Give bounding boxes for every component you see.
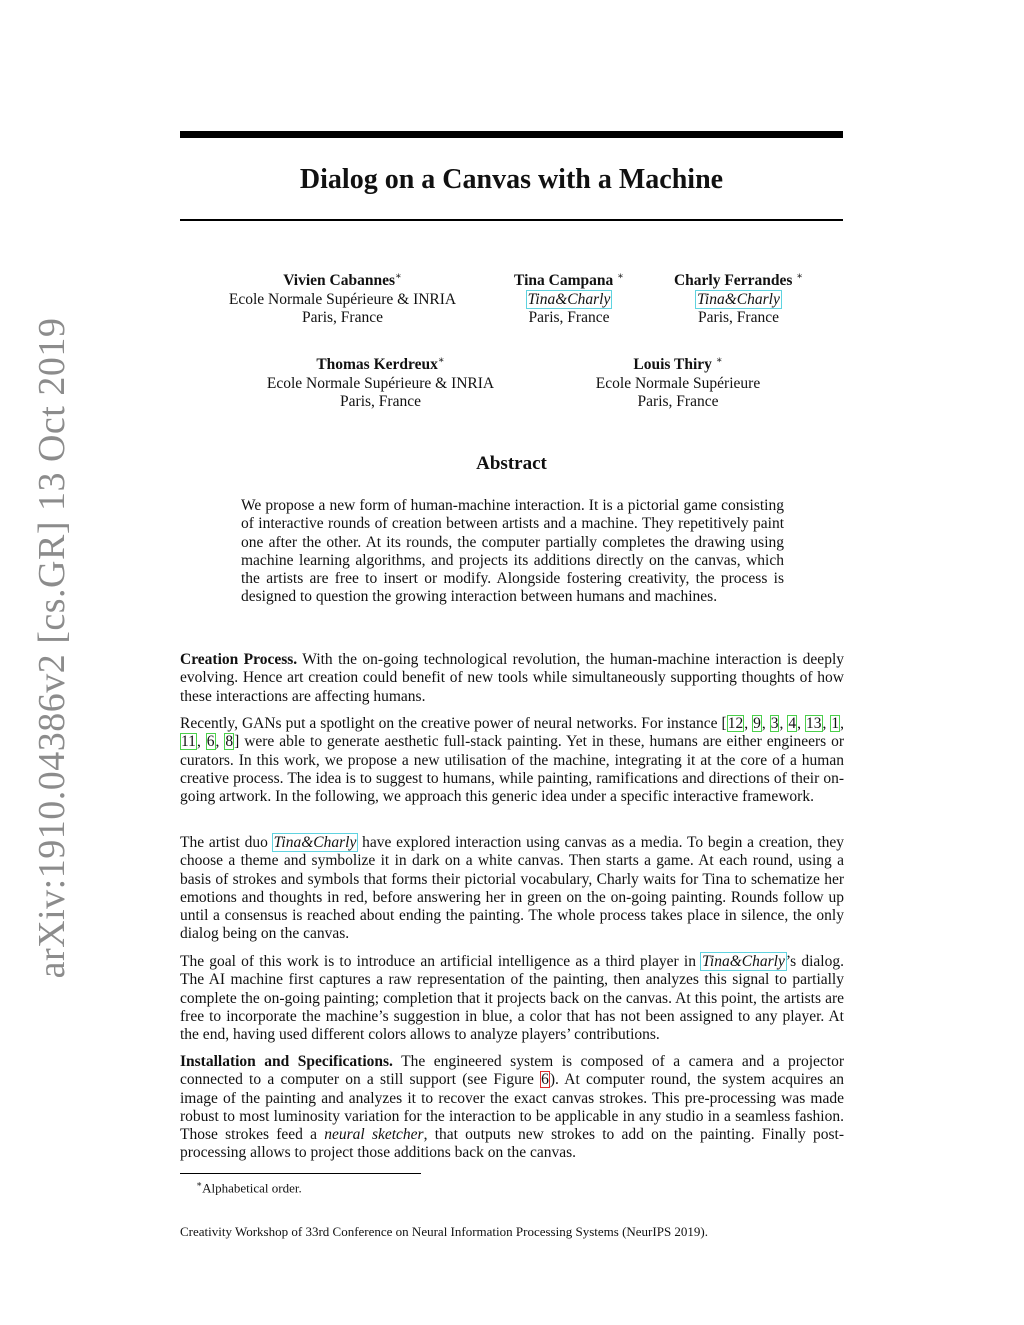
arxiv-side-stamp: arXiv:1910.04386v2 [cs.GR] 13 Oct 2019 <box>31 317 73 979</box>
footnote: ∗Alphabetical order. <box>196 1179 302 1196</box>
citation-link[interactable]: 8 <box>225 733 234 751</box>
paragraph-artist-duo <box>180 834 844 944</box>
author-name: Charly Ferrandes ∗ <box>673 271 804 290</box>
author-block <box>200 268 485 328</box>
author-name: Louis Thiry ∗ <box>633 355 723 374</box>
paragraph-creation-process <box>180 651 844 706</box>
author-location: Paris, France <box>637 393 719 411</box>
citation-link[interactable]: 1 <box>831 715 840 732</box>
tina-charly-link[interactable]: Tina&Charly <box>273 834 357 851</box>
affiliation-link[interactable]: Tina&Charly <box>527 290 611 308</box>
paragraph-text: The artist duo <box>180 834 273 851</box>
paragraph-goal <box>180 953 844 1044</box>
author-location: Paris, France <box>528 309 610 327</box>
citation-link[interactable]: 3 <box>770 715 779 732</box>
emphasis-text: neural sketcher <box>324 1126 424 1144</box>
citation-link[interactable]: 11 <box>181 733 196 751</box>
author-location: Paris, France <box>698 309 779 327</box>
paragraph-text: The engineered system is composed of a camera and a projector connected to a computer on a still support (see Figure <box>180 1053 845 1089</box>
author-affiliation <box>494 291 644 310</box>
paragraph-text: have explored interaction using canvas as a media. To begin a creation, they choose a theme and symbolize it in dark on a white canvas. Then starts a game. At each round, using a basis of strokes and symbols that forms their pictorial vocabulary, Charly waits for Tina to schematize her emotions and thoughts in red, before answering her in green on the on-going painting. Rounds follow up until a consensus is reached about ending the painting. The whole process takes place in silence, the only dialog being on the canvas. <box>180 834 844 943</box>
paragraph-lead: Installation and Specifications. <box>180 1053 393 1070</box>
citation-link[interactable]: 9 <box>753 715 761 732</box>
title-top-rule <box>180 131 843 138</box>
author-affiliation: Ecole Normale Supérieure <box>595 374 761 392</box>
footnote-rule <box>180 1173 421 1174</box>
paragraph-text: Recently, GANs put a spotlight on the creative power of neural networks. For instance [ <box>180 715 727 732</box>
author-location: Paris, France <box>302 309 383 327</box>
citation-link[interactable]: 13 <box>806 715 822 732</box>
author-affiliation <box>656 291 821 310</box>
figure-reference-link[interactable]: 6 <box>541 1071 549 1089</box>
author-affiliation: Ecole Normale Supérieure & INRIA <box>266 374 495 392</box>
paragraph-text: ). At computer round, the system acquires an image of the painting and analyzes it to recover the exact canvas strokes. This pre-processing was made robust to most luminosity variation for the interaction to be applicable in any studio in a seamless fashion. Those strokes feed a <box>180 1071 844 1144</box>
citation-link[interactable]: 4 <box>788 715 797 732</box>
author-name: Thomas Kerdreux∗ <box>316 355 445 374</box>
abstract-heading: Abstract <box>476 453 547 474</box>
author-block <box>656 268 821 328</box>
author-location: Paris, France <box>340 393 421 411</box>
author-block <box>494 268 644 328</box>
author-name: Vivien Cabannes∗ <box>283 271 402 290</box>
paper-title: Dialog on a Canvas with a Machine <box>299 164 724 195</box>
paragraph-text: With the on-going technological revolution, the human-machine interaction is deeply evolving. Hence art creation could benefit of new tools while simultaneously supporting thoughts of how these interactions are affecting humans. <box>180 651 844 705</box>
author-affiliation: Ecole Normale Supérieure & INRIA <box>228 290 457 308</box>
author-name: Tina Campana ∗ <box>514 271 624 290</box>
venue-footer: Creativity Workshop of 33rd Conference on Neural Information Processing Systems (NeurIPS 2019). <box>180 1224 709 1239</box>
paragraph-text: , that outputs new strokes to add on the painting. Finally post-processing allows to project those additions back on the canvas. <box>180 1126 845 1162</box>
paragraph-gans: Recently, GANs put a spotlight on the creative power of neural networks. For instance [12, 9, 3, 4, 13, 1, 11, 6, 8] were able to generate aesthetic full-stack painting. Yet in these, humans are either engineers or curators. In this work, we propose a new utilisation of the machine, integrating it at the core of a human creative process. The idea is to suggest to humans, while painting, ramifications and directions of their on-going artwork. In the following, we approach this generic idea under a specific interactive framework. <box>180 715 845 806</box>
author-block <box>572 352 784 412</box>
affiliation-link[interactable]: Tina&Charly <box>697 290 780 308</box>
paragraph-lead: Creation Process. <box>180 651 298 668</box>
title-bottom-rule <box>180 219 843 221</box>
paragraph-installation <box>180 1053 844 1163</box>
author-block <box>238 352 523 412</box>
paragraph-text: ] were able to generate aesthetic full-stack painting. Yet in these, humans are either engineers or curators. In this work, we propose a new utilisation of the machine, integrating it at the core of a human creative process. The idea is to suggest to humans, while painting, ramifications and directions of their on-going artwork. In the following, we approach this generic idea under a specific interactive framework. <box>180 733 845 806</box>
citation-link[interactable]: 12 <box>727 715 744 732</box>
abstract-text: We propose a new form of human-machine interaction. It is a pictorial game consisting of interactive rounds of creation between artists and a machine. They repetitively paint one after the other. At its rounds, the computer partially completes the drawing using machine learning algorithms, and projects its additions directly on the canvas, which the artists are free to insert or modify. Alongside fostering creativity, the process is designed to question the growing interaction between humans and machines. <box>241 497 784 606</box>
paragraph-text: The goal of this work is to introduce an artificial intelligence as a third player in <box>180 953 702 970</box>
tina-charly-link[interactable]: Tina&Charly <box>702 953 785 970</box>
paragraph-text: ’s dialog. The AI machine first captures a raw representation of the painting, then analyzes this signal to partially complete the on-going painting; completion that it projects back on the canvas. At this point, the artists are free to incorporate the machine’s suggestion in blue, a color that has not been assigned to any player. At the end, having used different colors allows to analyze players’ contributions. <box>180 953 844 1044</box>
citation-link[interactable]: 6 <box>206 733 215 751</box>
